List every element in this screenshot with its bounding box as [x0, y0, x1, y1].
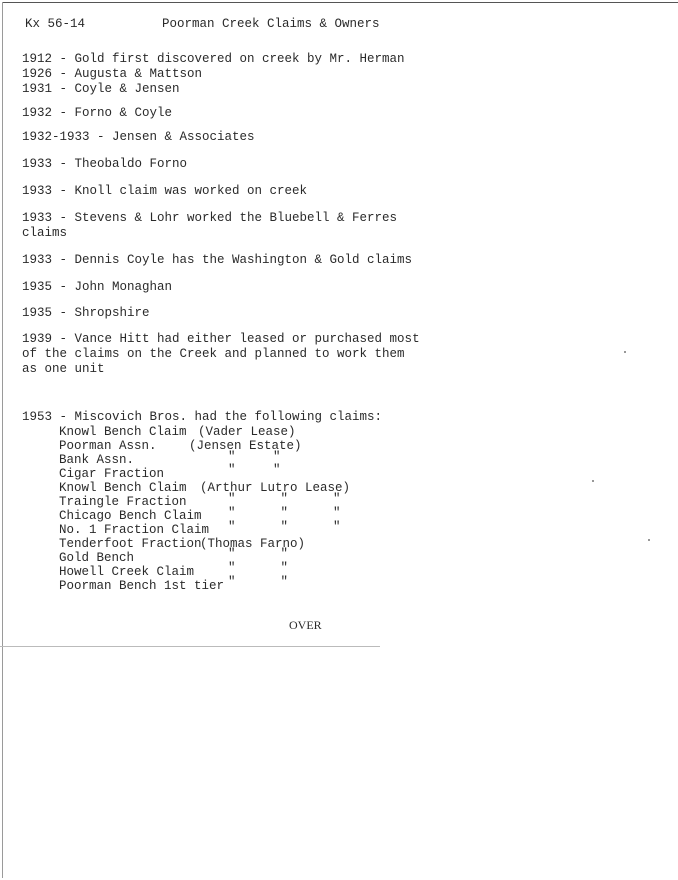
doc-reference: Kx 56-14: [25, 17, 86, 31]
entry-line: 1932-1933 - Jensen & Associates: [22, 130, 255, 144]
claim-note: (Thomas Farno): [200, 537, 306, 551]
claim-name: Knowl Bench Claim: [59, 481, 187, 495]
claim-name: Howell Creek Claim: [59, 565, 195, 579]
entry-line: 1935 - Shropshire: [22, 306, 150, 320]
claim-name: Cigar Fraction: [59, 467, 165, 481]
claim-note: (Jensen Estate): [189, 439, 302, 453]
claim-note: " ": [228, 547, 289, 561]
claim-note: " " ": [228, 506, 341, 520]
entry-line: of the claims on the Creek and planned to work them: [22, 347, 405, 361]
scan-speck: [648, 539, 650, 541]
over-note: OVER: [289, 618, 322, 632]
claim-name: Bank Assn.: [59, 453, 135, 467]
claim-name: Gold Bench: [59, 551, 135, 565]
claim-note: " ": [228, 450, 281, 464]
entry-line: 1912 - Gold first discovered on creek by Mr. Herman: [22, 52, 405, 66]
entry-line: 1926 - Augusta & Mattson: [22, 67, 203, 81]
claim-note: " ": [228, 561, 289, 575]
entry-line: 1935 - John Monaghan: [22, 280, 173, 294]
claim-note: " " ": [228, 520, 341, 534]
claim-name: No. 1 Fraction Claim: [59, 523, 210, 537]
entry-line: 1932 - Forno & Coyle: [22, 106, 173, 120]
claim-note: " ": [228, 575, 289, 589]
claim-name: Knowl Bench Claim: [59, 425, 187, 439]
entry-line: 1933 - Stevens & Lohr worked the Bluebell & Ferres: [22, 211, 398, 225]
entry-line: 1953 - Miscovich Bros. had the following claims:: [22, 410, 383, 424]
claim-name: Chicago Bench Claim: [59, 509, 202, 523]
page-divider: [0, 646, 380, 647]
claim-note: (Arthur Lutro Lease): [200, 481, 351, 495]
claim-note: " ": [228, 463, 281, 477]
claim-note: (Vader Lease): [198, 425, 296, 439]
scan-speck: [624, 351, 626, 353]
scan-speck: [592, 480, 594, 482]
doc-title: Poorman Creek Claims & Owners: [162, 17, 380, 31]
left-border: [2, 2, 3, 878]
claim-name: Tenderfoot Fraction: [59, 537, 202, 551]
top-border: [2, 2, 678, 3]
entry-line: claims: [22, 226, 68, 240]
claim-note: " " ": [228, 492, 341, 506]
claim-name: Poorman Assn.: [59, 439, 157, 453]
entry-line: 1933 - Knoll claim was worked on creek: [22, 184, 308, 198]
claim-name: Traingle Fraction: [59, 495, 187, 509]
entry-line: as one unit: [22, 362, 105, 376]
claim-name: Poorman Bench 1st tier: [59, 579, 225, 593]
entry-line: 1931 - Coyle & Jensen: [22, 82, 180, 96]
entry-line: 1933 - Theobaldo Forno: [22, 157, 188, 171]
entry-line: 1933 - Dennis Coyle has the Washington & Gold claims: [22, 253, 413, 267]
entry-line: 1939 - Vance Hitt had either leased or purchased most: [22, 332, 420, 346]
